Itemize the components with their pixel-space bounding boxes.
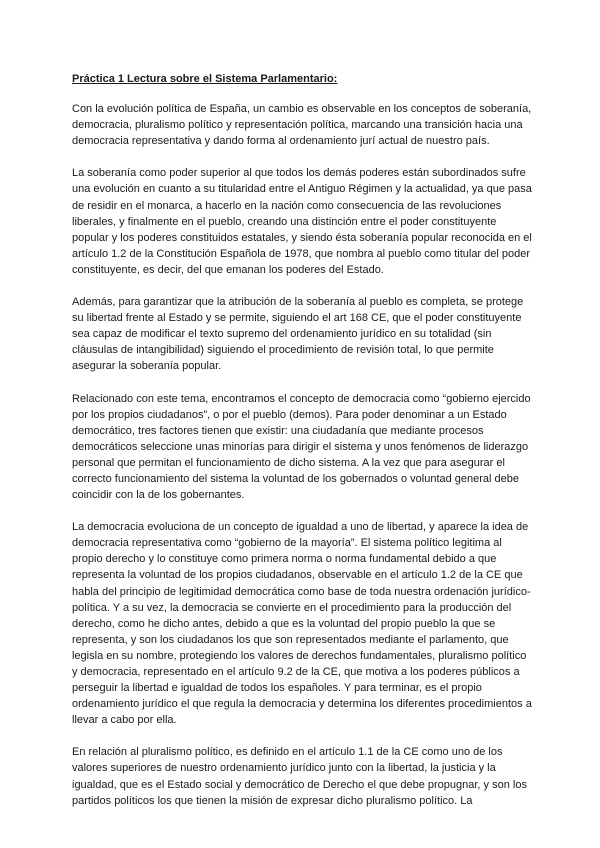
paragraph-democracia: Relacionado con este tema, encontramos el concepto de democracia como “gobierno ejercido por los propios ciudadanos”, o por el pueblo (demos). Para poder denominar a un Estado democrático, tres factores tienen que existir: una ciudadanía que mediante procesos democráticos seleccione unas minorías para dirigir el sistema y unos fenómenos de liderazgo personal que permitan el funcionamiento de dicho sistema. A la vez que para asegurar el correcto funcionamiento del sistema la voluntad de los gobernados o voluntad general debe coincidir con la de los gobernantes. xyxy=(72,392,531,502)
paragraph-intro: Con la evolución política de España, un cambio es observable en los conceptos de soberanía, democracia, pluralismo político y representación política, marcando una transición hacia una democracia representativa y dando forma al ordenamiento jurí actual de nuestro país. xyxy=(72,103,532,148)
paragraph-democracia-representativa: La democracia evoluciona de un concepto de igualdad a uno de libertad, y aparece la idea de democracia representativa como “gobierno de la mayoría”. El sistema político legitima al propio derecho y lo constituye como primera norma o norma fundamental debido a que representa la voluntad de los propios ciudadanos, observable en el artículo 1.2 de la CE que habla del principio de legitimidad democrática como base de toda nuestra ordenación jurídico-política. Y a su vez, la democracia se convierte en el procedimiento para la producción del derecho, como he dicho antes, debido a que es la voluntad del propio pueblo la que se representa, y son los ciudadanos los que son representados mediante el parlamento, que legisla en su nombre, protegiendo los valores de derechos fundamentales, pluralismo político y democracia, representado en el artículo 9.2 de la CE, que motiva a los poderes públicos a perseguir la libertad e igualdad de todos los españoles. Y para terminar, es el propio ordenamiento jurídico el que regula la democracia y determina los diferentes procedimientos a llevar a cabo por ella. xyxy=(72,521,532,727)
document-title: Práctica 1 Lectura sobre el Sistema Parlamentario: xyxy=(72,73,338,85)
paragraph-pluralismo: En relación al pluralismo político, es definido en el artículo 1.1 de la CE como uno de los valores superiores de nuestro ordenamiento jurídico junto con la libertad, la justicia y la igualdad, que es el Estado social y democrático de Derecho el que debe propugnar, y son los partidos políticos los que tienen la misión de expresar dicho pluralismo político. La xyxy=(72,746,527,807)
document-body xyxy=(72,71,532,809)
paragraph-garantia: Además, para garantizar que la atribución de la soberanía al pueblo es completa, se protege su libertad frente al Estado y se permite, siguiendo el art 168 CE, que el poder constituyente sea capaz de modificar el texto supremo del ordenamiento jurídico en su totalidad (sin cláusulas de intangibilidad) siguiendo el procedimiento de revisión total, lo que permite asegurar la soberanía popular. xyxy=(72,296,524,373)
paragraph-soberania: La soberanía como poder superior al que todos los demás poderes están subordinados sufre una evolución en cuanto a su titularidad entre el Antiguo Régimen y la actualidad, ya que pasa de residir en el monarca, a hacerlo en la nación como consecuencia de las revoluciones liberales, y finalmente en el pueblo, creando una distinción entre el poder constituyente popular y los poderes constituidos estatales, y siendo ésta soberanía popular reconocida en el artículo 1.2 de la Constitución Española de 1978, que nombra al pueblo como titular del poder constituyente, es decir, del que emanan los poderes del Estado. xyxy=(72,167,532,276)
